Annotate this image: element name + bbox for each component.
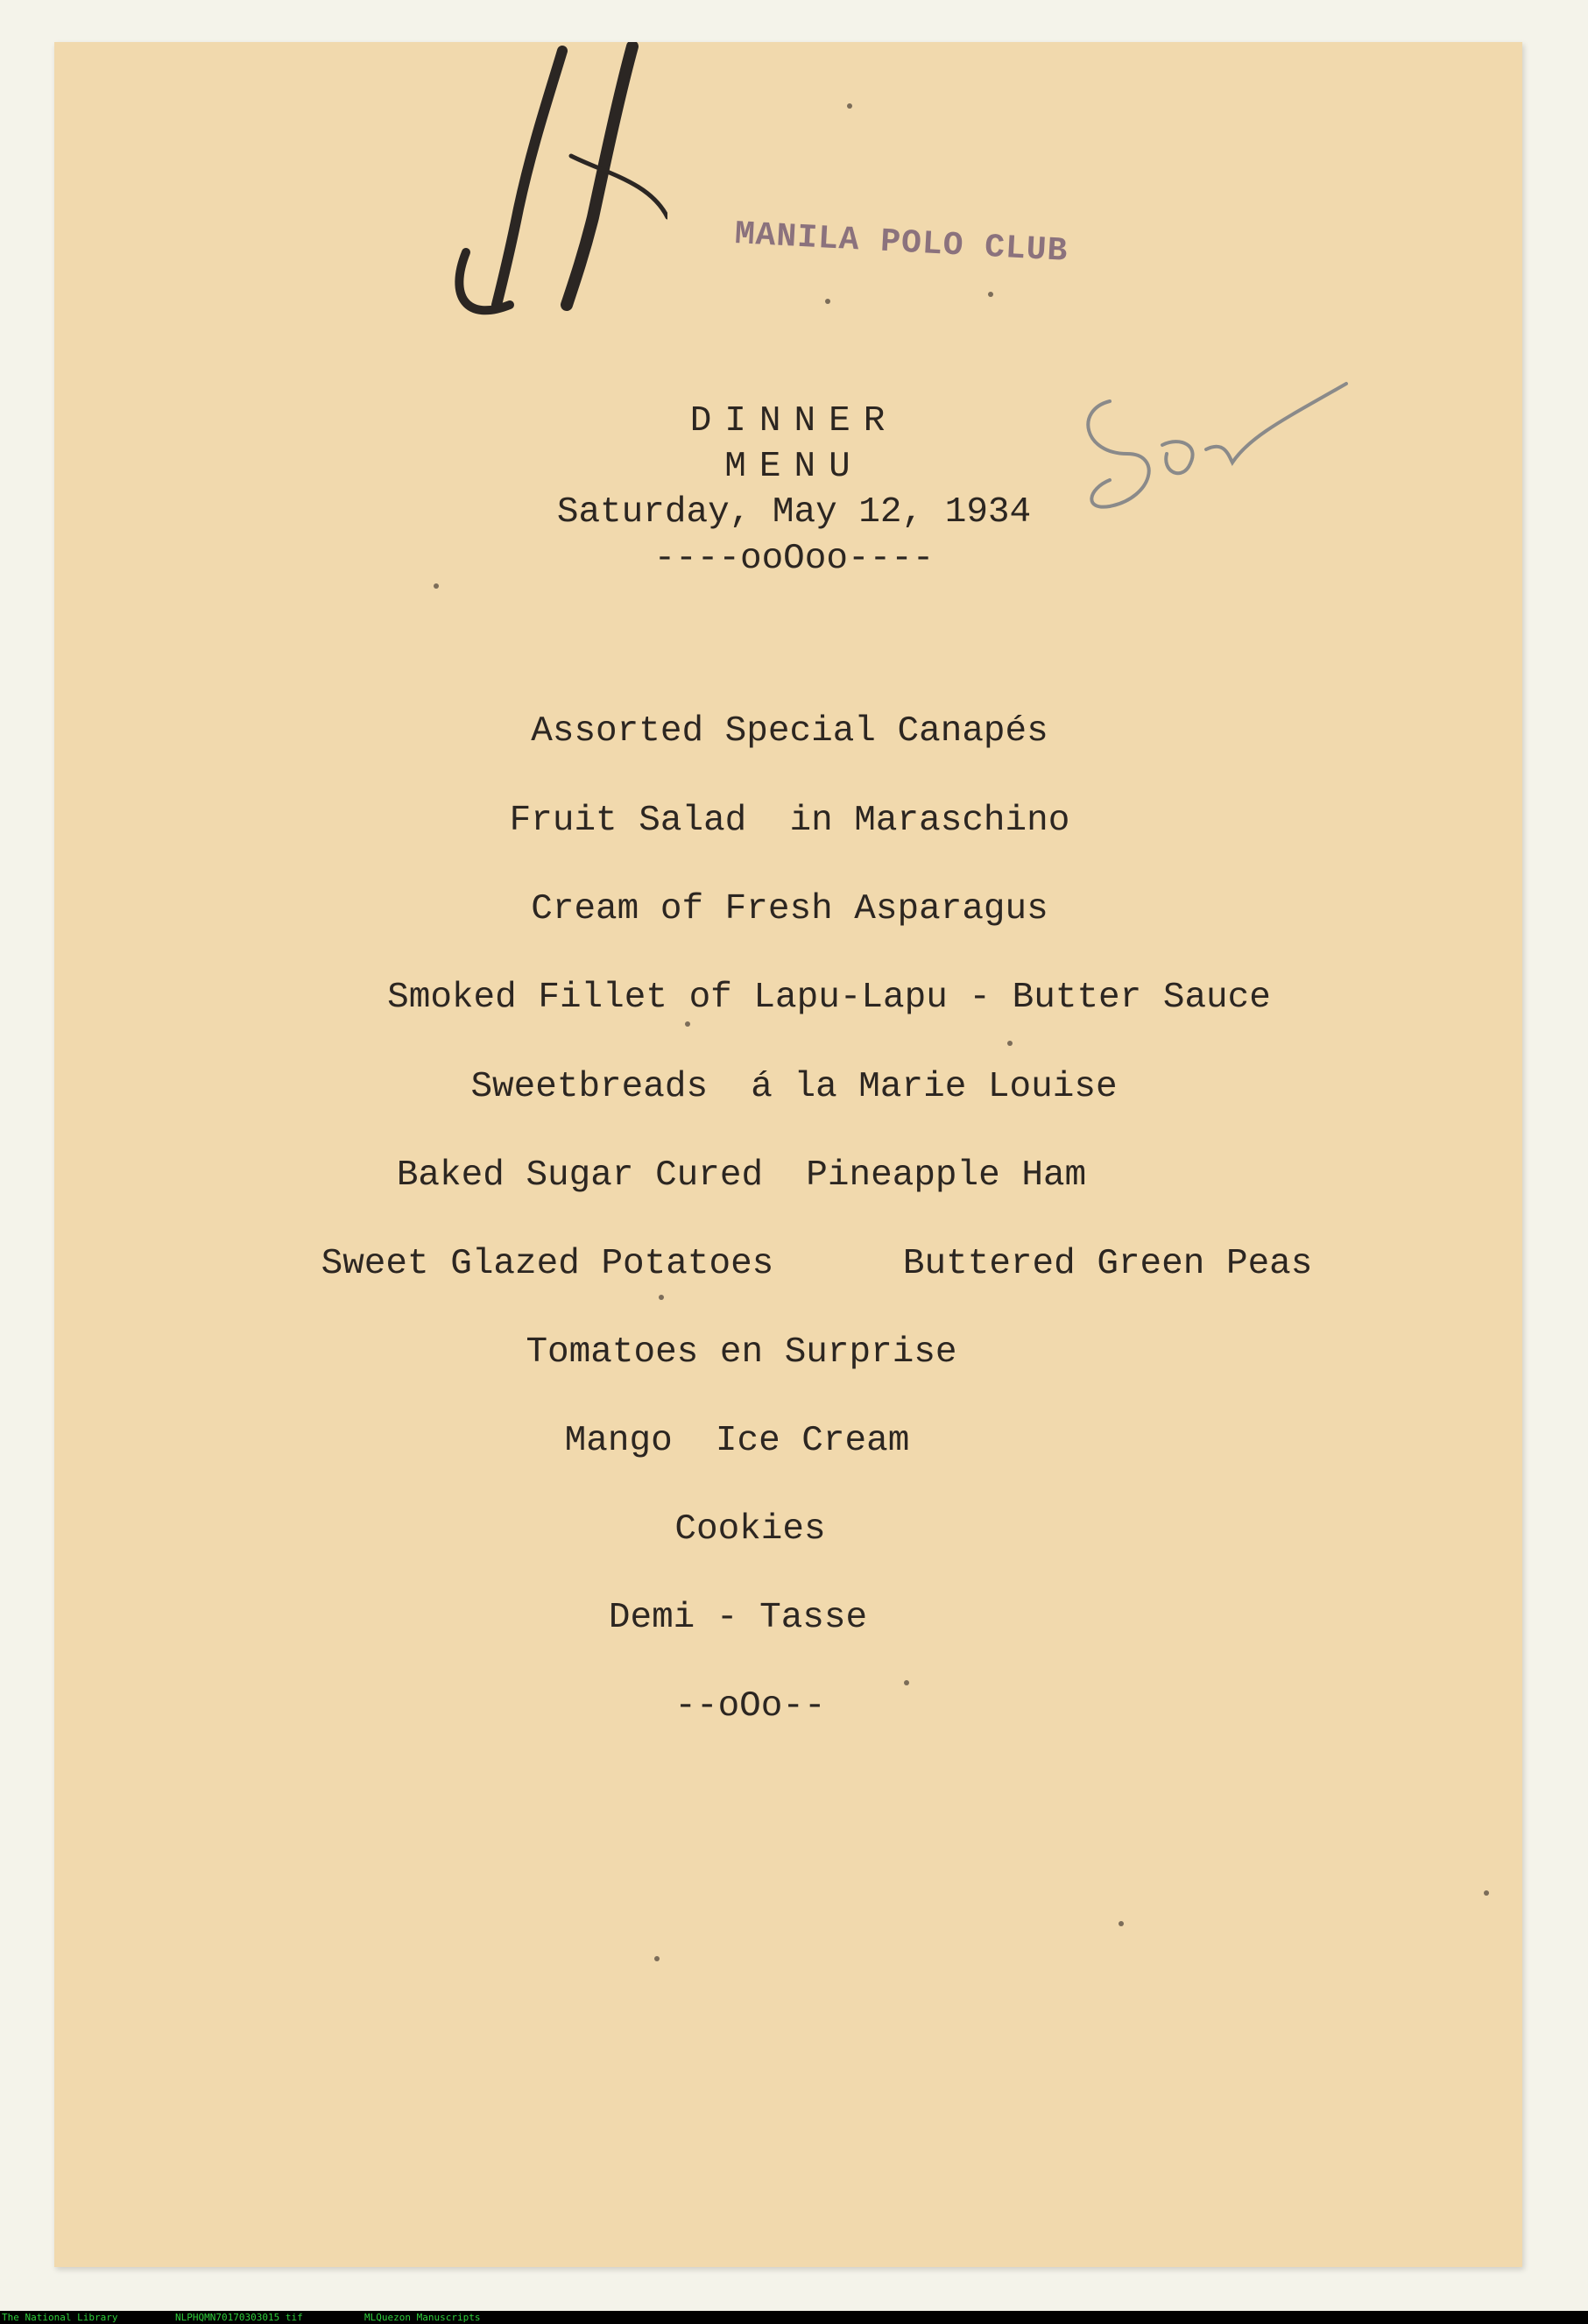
document-page: [54, 42, 1522, 2267]
menu-title-dinner: DINNER: [689, 401, 899, 441]
menu-item: Cookies: [674, 1509, 826, 1550]
club-stamp: MANILA POLO CLUB: [733, 215, 1069, 271]
menu-item: Assorted Special Canapés: [531, 711, 1048, 752]
header-divider: ----ooOoo----: [653, 539, 935, 579]
footer-library: The National Library: [2, 2312, 118, 2323]
menu-item: Fruit Salad in Maraschino: [509, 801, 1070, 841]
archive-footer: [0, 2311, 1588, 2324]
end-divider: --oOo--: [674, 1686, 826, 1727]
menu-item: Smoked Fillet of Lapu-Lapu - Butter Sauce: [387, 978, 1271, 1018]
menu-item: Demi - Tasse: [608, 1598, 868, 1638]
menu-item: Tomatoes en Surprise: [526, 1332, 957, 1373]
menu-item: Sweet Glazed Potatoes Buttered Green Peas: [321, 1244, 1313, 1284]
menu-date: Saturday, May 12, 1934: [556, 492, 1032, 533]
menu-item: Baked Sugar Cured Pineapple Ham: [396, 1155, 1087, 1196]
menu-item: Cream of Fresh Asparagus: [531, 889, 1048, 929]
footer-file: NLPHQMN70170303015 tif: [175, 2312, 303, 2323]
menu-title-menu: MENU: [724, 447, 864, 487]
footer-collection: MLQuezon Manuscripts: [364, 2312, 481, 2323]
menu-item: Sweetbreads á la Marie Louise: [470, 1067, 1118, 1107]
handwritten-mark: [387, 42, 667, 331]
menu-item: Mango Ice Cream: [564, 1421, 910, 1461]
